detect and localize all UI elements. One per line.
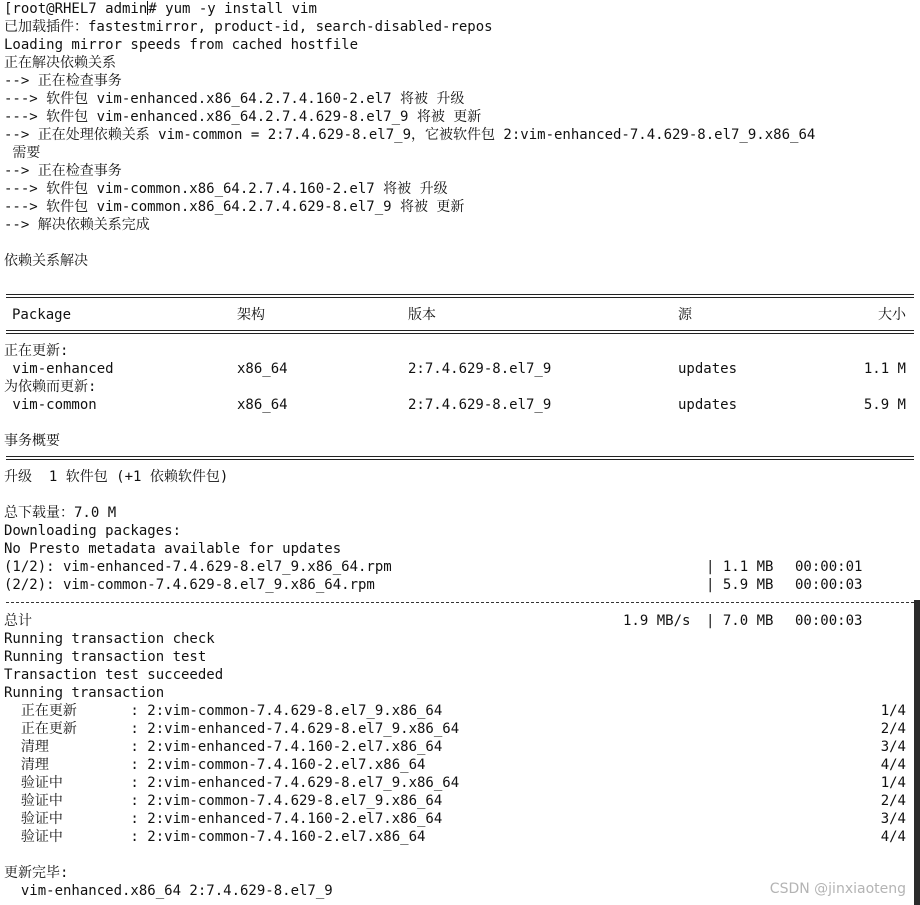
transaction-step	[4, 774, 914, 792]
header-arch: 架构	[237, 307, 265, 323]
output-line: No Presto metadata available for updates	[4, 541, 342, 557]
transaction-step	[4, 702, 914, 720]
step-count: 2/4	[880, 721, 906, 737]
output-line: --> 正在检查事务	[4, 73, 122, 89]
prompt-text: [root@RHEL7 admin	[4, 1, 148, 17]
total-rate: 1.9 MB/s	[623, 613, 691, 629]
output-line: 已加载插件：fastestmirror, product-id, search-disabled-repos	[4, 19, 493, 35]
output-line: Downloading packages:	[4, 523, 182, 539]
output-line: ---> 软件包 vim-common.x86_64.2.7.4.160-2.el7 将被 升级	[4, 181, 448, 197]
cell-repo: updates	[678, 397, 738, 413]
output-line: --> 正在处理依赖关系 vim-common = 2:7.4.629-8.el7_9，它被软件包 2:vim-enhanced-7.4.629-8.el7_9.x86_64	[4, 127, 816, 143]
transaction-step	[4, 810, 914, 828]
step-action: 清理	[4, 739, 49, 755]
command-prompt-line	[4, 0, 914, 18]
cell-repo: updates	[678, 361, 738, 377]
total-time: 00:00:03	[795, 613, 863, 629]
step-action: 验证中	[4, 829, 63, 845]
output-line: 需要	[4, 145, 41, 161]
output-line: Loading mirror speeds from cached hostfile	[4, 37, 359, 53]
table-separator-top	[4, 288, 914, 306]
cell-arch: x86_64	[237, 361, 288, 377]
output-line: Transaction test succeeded	[4, 667, 224, 683]
table-row	[4, 396, 914, 414]
output-line: Running transaction	[4, 685, 165, 701]
cell-version: 2:7.4.629-8.el7_9	[408, 361, 552, 377]
total-row	[4, 612, 914, 630]
cell-size: 5.9 M	[863, 397, 906, 413]
step-count: 1/4	[880, 703, 906, 719]
step-count: 2/4	[880, 793, 906, 809]
output-line: ---> 软件包 vim-enhanced.x86_64.2.7.4.160-2.el7 将被 升级	[4, 91, 465, 107]
step-package: : 2:vim-common-7.4.629-8.el7_9.x86_64	[122, 793, 443, 809]
summary-title: 事务概要	[4, 433, 60, 449]
download-size: | 5.9 MB	[706, 577, 774, 593]
scrollbar-thumb[interactable]	[914, 600, 920, 905]
blank-line	[4, 846, 914, 864]
transaction-step	[4, 738, 914, 756]
output-line: 依赖关系解决	[4, 253, 88, 269]
output-line: 正在解决依赖关系	[4, 55, 116, 71]
step-action: 验证中	[4, 775, 63, 791]
output-line: Running transaction check	[4, 631, 215, 647]
step-count: 4/4	[880, 829, 906, 845]
header-version: 版本	[408, 307, 436, 323]
summary-separator	[4, 450, 914, 468]
done-line: vim-enhanced.x86_64 2:7.4.629-8.el7_9	[4, 883, 333, 899]
download-time: 00:00:01	[795, 559, 863, 575]
header-package: Package	[12, 307, 72, 323]
blank-line	[4, 486, 914, 504]
summary-line: 升级 1 软件包 (+1 依赖软件包)	[4, 469, 229, 485]
step-count: 4/4	[880, 757, 906, 773]
cell-package: vim-common	[4, 397, 97, 413]
blank-line	[4, 270, 914, 288]
step-action: 正在更新	[4, 703, 77, 719]
download-name: (2/2): vim-common-7.4.629-8.el7_9.x86_64.rpm	[4, 577, 375, 593]
step-action: 验证中	[4, 793, 63, 809]
table-group-label: 为依赖而更新:	[4, 379, 97, 395]
table-header-row	[4, 306, 914, 324]
download-time: 00:00:03	[795, 577, 863, 593]
table-row	[4, 360, 914, 378]
output-line: ---> 软件包 vim-common.x86_64.2.7.4.629-8.el7_9 将被 更新	[4, 199, 465, 215]
step-package: : 2:vim-enhanced-7.4.629-8.el7_9.x86_64	[122, 721, 460, 737]
table-separator-mid	[4, 324, 914, 342]
done-title: 更新完毕:	[4, 865, 69, 881]
step-package: : 2:vim-enhanced-7.4.629-8.el7_9.x86_64	[122, 775, 460, 791]
step-package: : 2:vim-common-7.4.160-2.el7.x86_64	[122, 829, 426, 845]
transaction-step	[4, 792, 914, 810]
download-size: | 1.1 MB	[706, 559, 774, 575]
cell-package: vim-enhanced	[4, 361, 114, 377]
cell-size: 1.1 M	[863, 361, 906, 377]
download-name: (1/2): vim-enhanced-7.4.629-8.el7_9.x86_64.rpm	[4, 559, 392, 575]
output-line: --> 正在检查事务	[4, 163, 122, 179]
cell-version: 2:7.4.629-8.el7_9	[408, 397, 552, 413]
watermark: CSDN @jinxiaoteng	[769, 881, 906, 897]
transaction-step	[4, 756, 914, 774]
step-action: 验证中	[4, 811, 63, 827]
step-count: 1/4	[880, 775, 906, 791]
output-line: Running transaction test	[4, 649, 207, 665]
total-label: 总计	[4, 613, 32, 629]
step-package: : 2:vim-enhanced-7.4.160-2.el7.x86_64	[122, 739, 443, 755]
blank-line	[4, 414, 914, 432]
step-count: 3/4	[880, 739, 906, 755]
header-repo: 源	[678, 307, 692, 323]
header-size: 大小	[878, 307, 906, 323]
transaction-step	[4, 720, 914, 738]
total-download: 总下载量：7.0 M	[4, 505, 117, 521]
step-package: : 2:vim-common-7.4.629-8.el7_9.x86_64	[122, 703, 443, 719]
output-line: ---> 软件包 vim-enhanced.x86_64.2.7.4.629-8.el7_9 将被 更新	[4, 109, 482, 125]
output-line: --> 解决依赖关系完成	[4, 217, 150, 233]
step-count: 3/4	[880, 811, 906, 827]
transaction-step	[4, 828, 914, 846]
step-package: : 2:vim-common-7.4.160-2.el7.x86_64	[122, 757, 426, 773]
output-line	[4, 234, 914, 252]
table-group-label: 正在更新:	[4, 343, 69, 359]
command-text: # yum -y install vim	[148, 1, 317, 17]
download-separator	[4, 594, 914, 612]
cell-arch: x86_64	[237, 397, 288, 413]
step-package: : 2:vim-enhanced-7.4.160-2.el7.x86_64	[122, 811, 443, 827]
step-action: 清理	[4, 757, 49, 773]
download-row	[4, 558, 914, 576]
total-size: | 7.0 MB	[706, 613, 774, 629]
step-action: 正在更新	[4, 721, 77, 737]
download-row	[4, 576, 914, 594]
